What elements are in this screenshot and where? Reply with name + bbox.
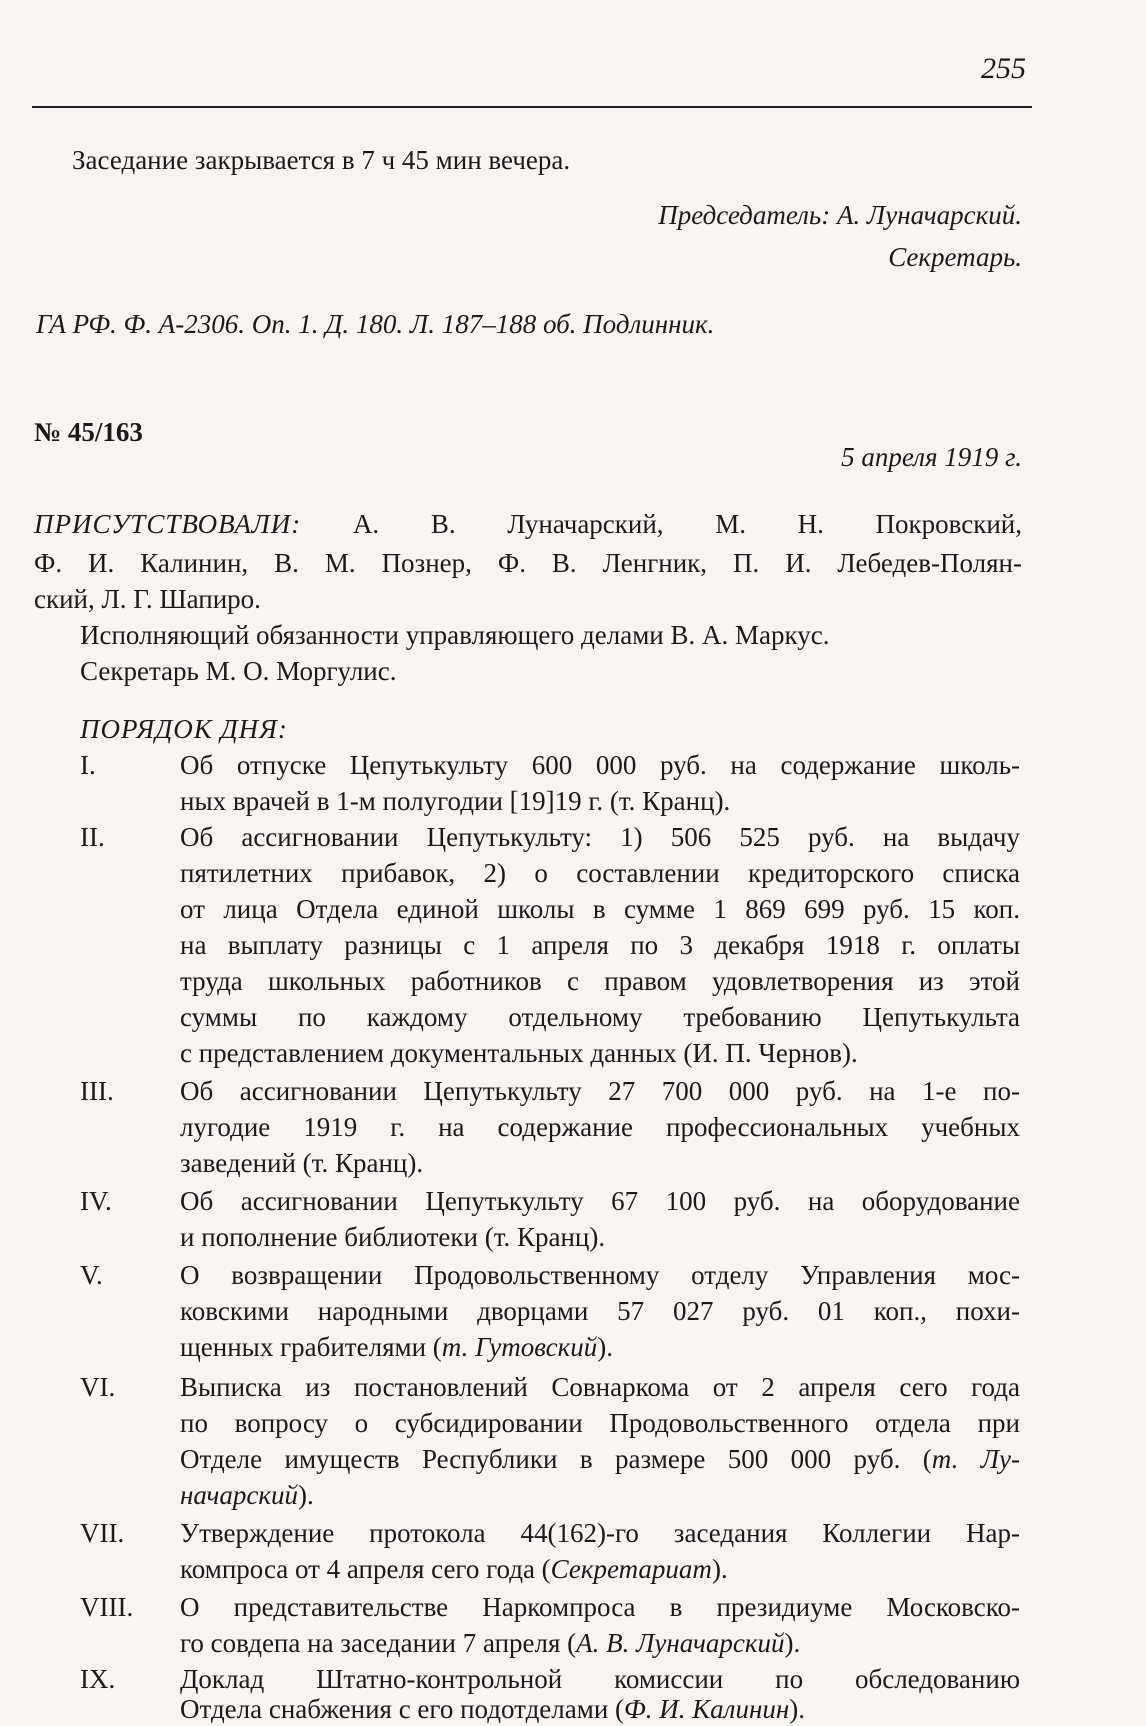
acting-manager: Исполняющий обязанности управляющего делами В. А. Маркус. [80, 620, 830, 650]
agenda-item-4-line-1: Об ассигновании Цепутькульту 67 100 руб. на оборудование [180, 1186, 1020, 1216]
agenda-item-9-line-2 [180, 1692, 805, 1726]
agenda-item-9-line-1: Доклад Штатно-контрольной комиссии по обследованию [180, 1664, 1020, 1694]
agenda-item-6-line-3 [180, 1442, 1020, 1476]
agenda-item-4-number: IV. [80, 1186, 112, 1216]
agenda-item-5-speaker: т. Гутовский [441, 1332, 598, 1362]
agenda-item-5-number: V. [80, 1260, 103, 1290]
agenda-item-8-line-2 [180, 1626, 800, 1660]
agenda-item-7-speaker: Секретариат [550, 1554, 712, 1584]
attendance-secretary: Секретарь М. О. Моргулис. [80, 656, 397, 686]
agenda-item-8-number: VIII. [80, 1592, 134, 1622]
agenda-item-2-line-7: с представлением документальных данных (И. П. Чернов). [180, 1038, 858, 1068]
agenda-item-2-number: II. [80, 822, 105, 852]
agenda-item-2-line-5: труда школьных работников с правом удовлетворения из этой [180, 966, 1020, 996]
agenda-item-5-line-3-text: щенных грабителями ( [180, 1332, 442, 1362]
attendance-line-2: Ф. И. Калинин, В. М. Познер, Ф. В. Ленгник, П. И. Лебедев-Полян- [34, 548, 1022, 578]
closing-text: Заседание закрывается в 7 ч 45 мин вечера. [72, 145, 571, 175]
chairman-signature: Председатель: А. Луначарский. [658, 200, 1022, 230]
agenda-item-7-line-2 [180, 1552, 728, 1586]
agenda-item-8-speaker: А. В. Луначарский [576, 1628, 785, 1658]
agenda-item-2-line-1: Об ассигновании Цепутькульту: 1) 506 525 руб. на выдачу [180, 822, 1020, 852]
agenda-item-2-line-2: пятилетних прибавок, 2) о составлении кредиторского списка [180, 858, 1020, 888]
agenda-item-4-line-2: и пополнение библиотеки (т. Кранц). [180, 1222, 606, 1252]
agenda-item-8-line-2-text: го совдепа на заседании 7 апреля ( [180, 1628, 577, 1658]
agenda-item-2-line-3: от лица Отдела единой школы в сумме 1 869 699 руб. 15 коп. [180, 894, 1020, 924]
page-number: 255 [981, 52, 1026, 85]
agenda-item-5-line-1: О возвращении Продовольственному отделу Управления мос- [180, 1260, 1020, 1290]
agenda-item-8-line-2-end: ). [784, 1628, 801, 1658]
agenda-item-3-number: III. [80, 1076, 114, 1106]
agenda-item-6-line-1: Выписка из постановлений Совнаркома от 2 апреля сего года [180, 1372, 1020, 1402]
protocol-date: 5 апреля 1919 г. [841, 442, 1022, 472]
agenda-item-1-line-1: Об отпуске Цепутькульту 600 000 руб. на содержание школь- [180, 750, 1020, 780]
protocol-number: № 45/163 [34, 417, 143, 447]
agenda-item-7-line-2-end: ). [711, 1554, 728, 1584]
agenda-item-7-line-2-text: компроса от 4 апреля сего года ( [180, 1554, 551, 1584]
agenda-item-6-line-4-end: ). [298, 1480, 314, 1510]
agenda-item-1-line-2: ных врачей в 1-м полугодии [19]19 г. (т. Кранц). [180, 786, 731, 816]
agenda-item-1-number: I. [80, 750, 96, 780]
agenda-item-8-line-1: О представительстве Наркомпроса в президиуме Московско- [180, 1592, 1020, 1622]
agenda-item-7-number: VII. [80, 1518, 125, 1548]
agenda-item-6-line-2: по вопросу о субсидировании Продовольственного отдела при [180, 1408, 1020, 1438]
agenda-item-3-line-1: Об ассигновании Цепутькульту 27 700 000 руб. на 1-е по- [180, 1076, 1020, 1106]
archive-reference: ГА РФ. Ф. А-2306. Оп. 1. Д. 180. Л. 187–188 об. Подлинник. [36, 309, 715, 339]
agenda-item-2-line-4: на выплату разницы с 1 апреля по 3 декабря 1918 г. оплаты [180, 930, 1020, 960]
attendance-line-1 [34, 507, 1022, 541]
agenda-label: ПОРЯДОК ДНЯ: [80, 714, 288, 744]
agenda-item-3-line-2: лугодие 1919 г. на содержание профессиональных учебных [180, 1112, 1020, 1142]
attendance-label: ПРИСУТСТВОВАЛИ: [34, 509, 302, 539]
secretary-signature: Секретарь. [888, 242, 1022, 272]
agenda-item-6-speaker-start: т. Лу- [931, 1444, 1021, 1474]
agenda-item-6-number: VI. [80, 1372, 116, 1402]
agenda-item-9-line-2-end: ). [789, 1694, 805, 1724]
header-rule [32, 106, 1032, 108]
attendance-names-1: А. В. Луначарский, М. Н. Покровский, [352, 509, 1022, 539]
agenda-item-7-line-1: Утверждение протокола 44(162)-го заседания Коллегии Нар- [180, 1518, 1020, 1548]
agenda-item-5-line-2: ковскими народными дворцами 57 027 руб. 01 коп., похи- [180, 1296, 1020, 1326]
agenda-item-9-speaker: Ф. И. Калинин [624, 1694, 790, 1724]
agenda-item-9-line-2-text: Отдела снабжения с его подотделами ( [180, 1694, 625, 1724]
agenda-item-6-speaker-end: начарский [180, 1480, 299, 1510]
agenda-item-6-line-3-text: Отделе имуществ Республики в размере 500 000 руб. ( [180, 1444, 932, 1474]
agenda-item-9-number: IX. [80, 1664, 116, 1694]
agenda-item-5-line-3-end: ). [597, 1332, 614, 1362]
agenda-item-2-line-6: суммы по каждому отдельному требованию Цепутькульта [180, 1002, 1020, 1032]
agenda-item-3-line-3: заведений (т. Кранц). [180, 1148, 424, 1178]
attendance-line-3: ский, Л. Г. Шапиро. [34, 584, 261, 614]
agenda-item-6-line-4 [180, 1478, 314, 1512]
agenda-item-5-line-3 [180, 1330, 613, 1364]
